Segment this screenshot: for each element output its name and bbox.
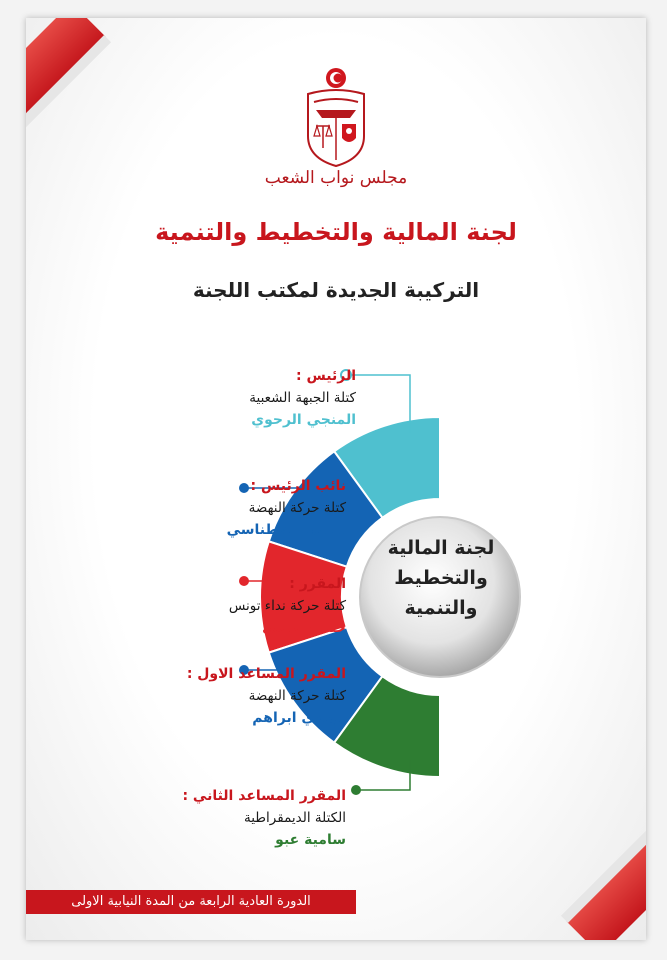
- member-bloc: الكتلة الديمقراطية: [244, 810, 346, 826]
- poster: [26, 18, 646, 940]
- member-first-assistant-rapporteur: [106, 666, 346, 726]
- parliament-name: مجلس نواب الشعب: [264, 168, 408, 188]
- center-committee-label: [371, 533, 511, 623]
- dot-second-assistant: [351, 785, 361, 795]
- member-name: المنجي الرحوي: [251, 412, 356, 428]
- member-role: المقرر المساعد الثاني :: [182, 788, 346, 804]
- member-role: المقرر :: [289, 576, 346, 592]
- member-name: سامي الفطناسي: [226, 522, 346, 538]
- member-bloc: كتلة حركة النهضة: [248, 688, 346, 704]
- member-second-assistant-rapporteur: [106, 788, 346, 848]
- member-bloc: كتلة الجبهة الشعبية: [249, 390, 356, 406]
- member-president: [116, 368, 356, 428]
- center-line-2: والتخطيط: [394, 567, 488, 589]
- member-name: الهادي ابراهم: [252, 710, 346, 726]
- center-line-1: لجنة المالية: [387, 537, 495, 559]
- page-subtitle: التركيبة الجديدة لمكتب اللجنة: [192, 278, 480, 302]
- member-role: المقرر المساعد الاول :: [186, 666, 346, 682]
- center-line-3: والتنمية: [404, 597, 478, 619]
- member-name: سامية عبو: [275, 832, 346, 848]
- member-role: الرئيس :: [296, 368, 356, 384]
- session-footer: الدورة العادية الرابعة من المدة النيابية الاولى: [26, 890, 356, 914]
- member-role: نائب الرئيس :: [250, 478, 346, 494]
- member-bloc: كتلة حركة النهضة: [248, 500, 346, 516]
- member-vice-president: [106, 478, 346, 538]
- member-name: حسام بونني: [262, 620, 346, 636]
- member-bloc: كتلة حركة نداء تونس: [228, 598, 346, 614]
- page-title: لجنة المالية والتخطيط والتنمية: [155, 218, 517, 246]
- member-rapporteur: [106, 576, 346, 636]
